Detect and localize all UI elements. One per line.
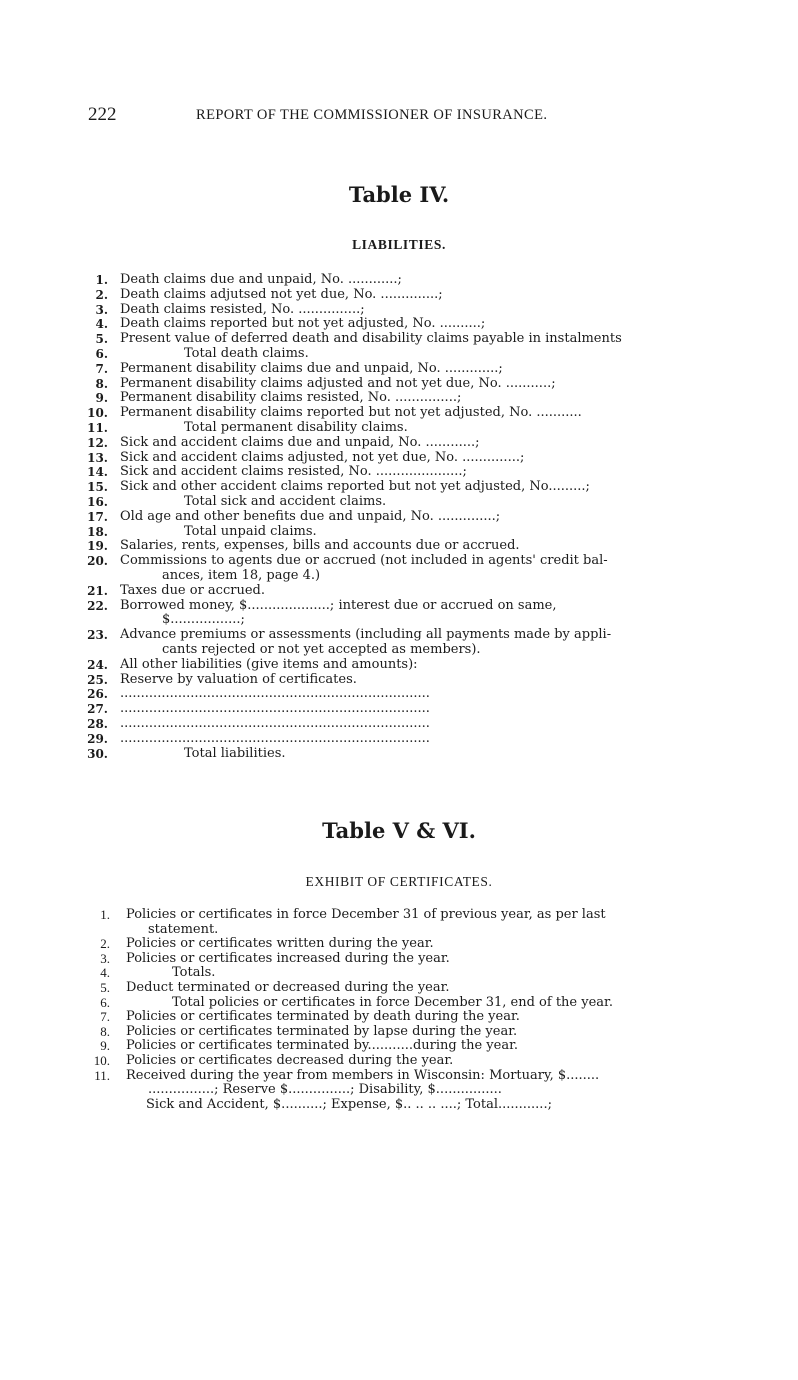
list-item: 22. Borrowed money, $....................; interest due or accrued on same, [87, 598, 557, 613]
exhibit-list [80, 908, 748, 1112]
list-item: 9. Permanent disability claims resisted, No. ...............; [95, 391, 462, 406]
list-item: 15. Sick and other accident claims reported but not yet adjusted, No.........; [87, 480, 590, 495]
list-item: 9. Policies or certificates terminated by...........during the year. [100, 1038, 518, 1054]
list-item: 10. Permanent disability claims reported but not yet adjusted, No. ........... [87, 406, 582, 421]
list-item: 29. ........................................................................... [87, 731, 430, 746]
list-item: 3. Death claims resisted, No. ...............; [95, 302, 365, 317]
list-item: 12. Sick and accident claims due and unpaid, No. ............; [87, 435, 480, 450]
list-item: 7. Policies or certificates terminated by death during the year. [100, 1009, 520, 1025]
list-item: $.................; [162, 613, 245, 628]
list-item: 20. Commissions to agents due or accrued (not included in agents' credit bal- [87, 554, 608, 569]
list-item: 13. Sick and accident claims adjusted, not yet due, No. ..............; [87, 450, 525, 465]
list-item: 5. Deduct terminated or decreased during the year. [100, 979, 450, 995]
list-item: 16. Total sick and accident claims. [87, 494, 387, 509]
list-item: ................; Reserve $...............; Disability, $................ [148, 1083, 502, 1098]
list-item: 25. Reserve by valuation of certificates. [87, 672, 357, 687]
list-item: 4. Death claims reported but not yet adjusted, No. ..........; [95, 317, 486, 332]
liabilities-list [76, 273, 746, 761]
exhibit-heading: EXHIBIT OF CERTIFICATES. [305, 874, 493, 889]
list-item: 11. Total permanent disability claims. [87, 420, 408, 435]
list-item: 1. Death claims due and unpaid, No. ............; [95, 273, 402, 287]
list-item: 19. Salaries, rents, expenses, bills and accounts due or accrued. [87, 539, 520, 554]
list-item: 27. ........................................................................... [87, 702, 430, 717]
page-header [88, 104, 648, 128]
list-item: 18. Total unpaid claims. [87, 524, 317, 539]
page-number: 222 [88, 104, 117, 125]
list-item: 8. Policies or certificates terminated by lapse during the year. [100, 1023, 518, 1039]
list-item: 8. Permanent disability claims adjusted and not yet due, No. ...........; [95, 376, 556, 391]
list-item: 10. Policies or certificates decreased during the year. [93, 1052, 454, 1068]
list-item: 2. Death claims adjutsed not yet due, No. ..............; [95, 287, 443, 302]
list-item: cants rejected or not yet accepted as members). [162, 642, 481, 657]
list-item: 28. ........................................................................... [87, 716, 430, 731]
list-item: 5. Present value of deferred death and disability claims payable in instalments [95, 332, 622, 347]
list-item: 1. Policies or certificates in force December 31 of previous year, as per last [100, 907, 606, 922]
list-item: 11. Received during the year from members in Wisconsin: Mortuary, $........ [94, 1067, 600, 1083]
list-item: statement. [148, 922, 219, 937]
list-item: 23. Advance premiums or assessments (including all payments made by appli- [87, 628, 612, 643]
list-item: 24. All other liabilities (give items and amounts): [87, 657, 418, 672]
table-v-vi-title: Table V & VI. [322, 818, 476, 843]
list-item: Sick and Accident, $..........; Expense, $.. .. .. ....; Total............; [146, 1097, 552, 1112]
list-item: 6. Total policies or certificates in force December 31, end of the year. [100, 994, 613, 1010]
list-item: 14. Sick and accident claims resisted, No. .....................; [87, 465, 467, 480]
list-item: 17. Old age and other benefits due and unpaid, No. ..............; [87, 509, 501, 524]
running-head: REPORT OF THE COMMISSIONER OF INSURANCE. [196, 107, 548, 123]
list-item: ances, item 18, page 4.) [162, 568, 321, 583]
table-iv-title: Table IV. [348, 182, 450, 207]
list-item: 30. Total liabilities. [87, 746, 286, 761]
list-item: 4. Totals. [100, 965, 216, 981]
list-item: 2. Policies or certificates written during the year. [100, 936, 434, 952]
list-item: 7. Permanent disability claims due and unpaid, No. .............; [95, 361, 503, 376]
list-item: 26. ........................................................................... [87, 687, 430, 702]
list-item: 3. Policies or certificates increased during the year. [100, 950, 450, 966]
list-item: 6. Total death claims. [95, 346, 309, 361]
liabilities-heading: LIABILITIES. [352, 237, 446, 252]
list-item: 21. Taxes due or accrued. [87, 583, 265, 598]
